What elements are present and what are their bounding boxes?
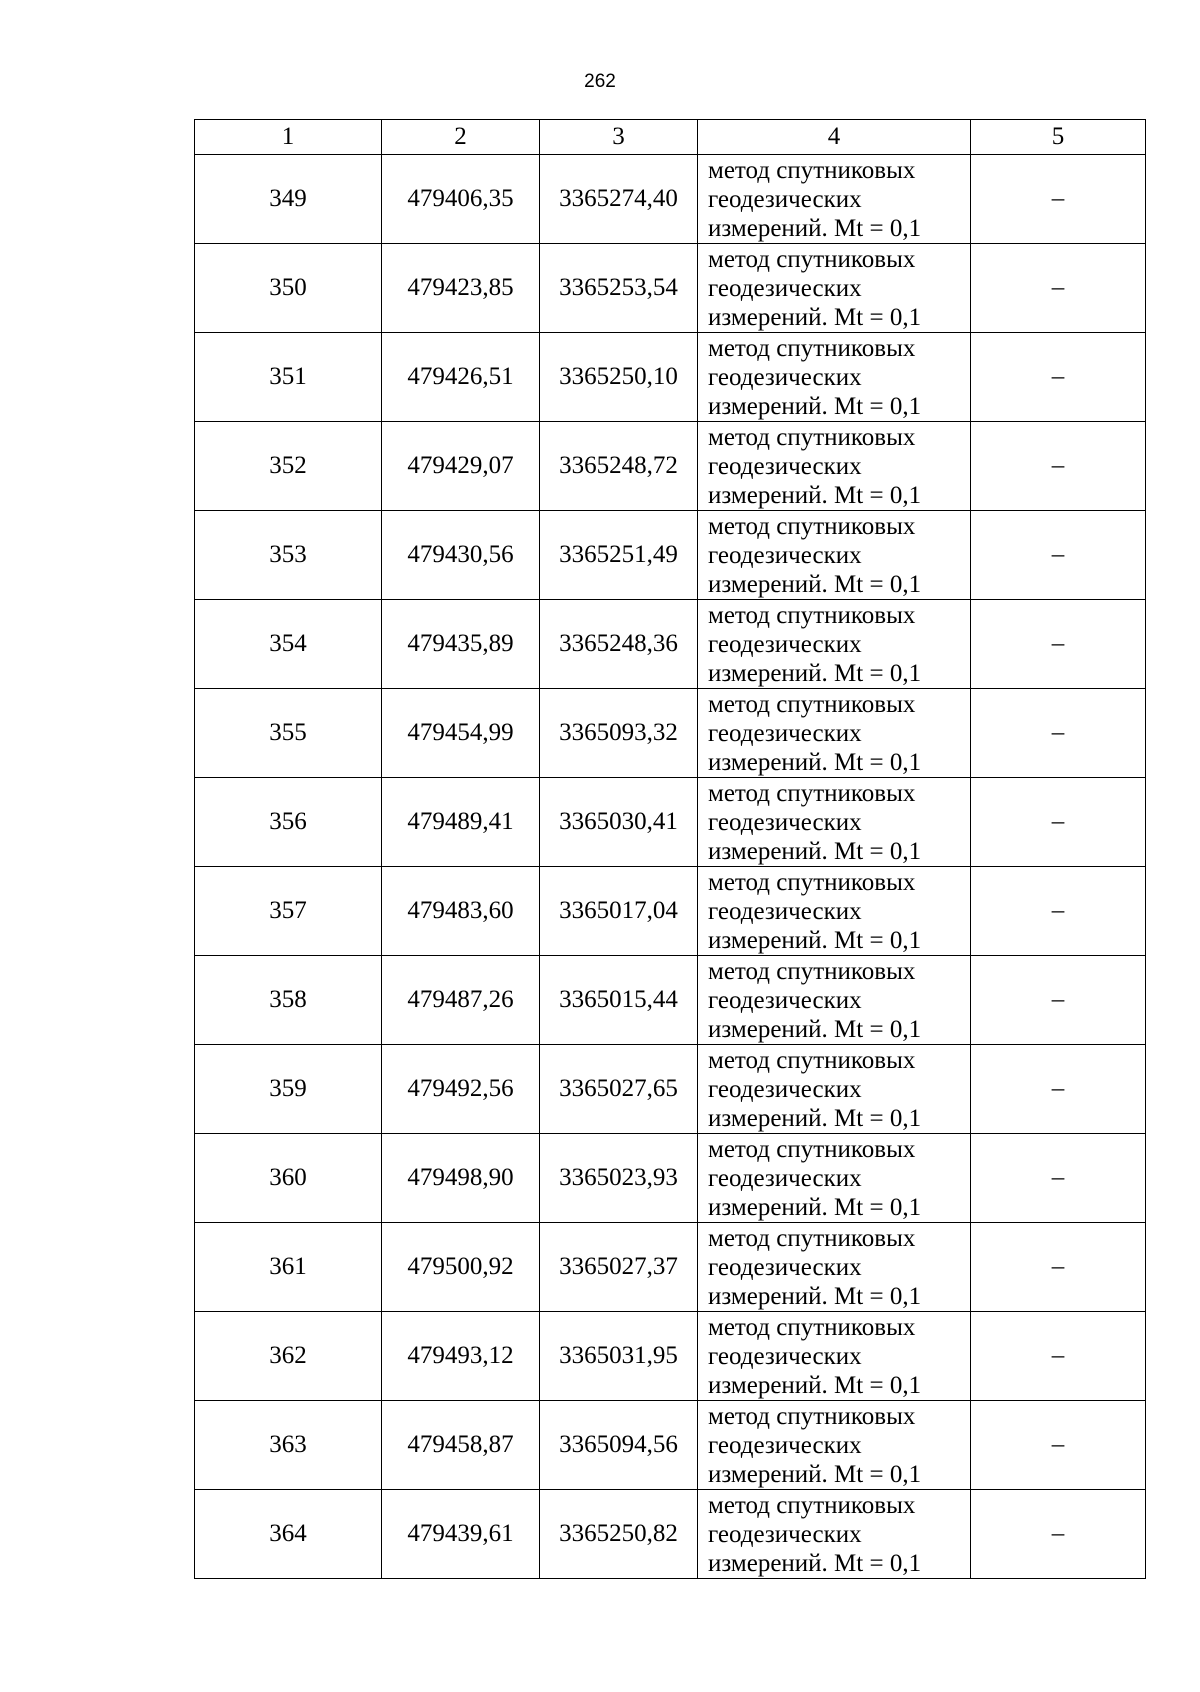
- point-number-cell: 350: [195, 244, 382, 333]
- y-coordinate-cell: 3365030,41: [540, 778, 698, 867]
- method-cell: [698, 422, 971, 511]
- header-col-3: 3: [540, 120, 698, 155]
- table-row: [195, 511, 1146, 600]
- point-number-cell: 353: [195, 511, 382, 600]
- method-text-line: метод спутниковых: [708, 423, 916, 451]
- table-row: [195, 1312, 1146, 1401]
- header-col-4: 4: [698, 120, 971, 155]
- x-coordinate-cell: 479492,56: [382, 1045, 540, 1134]
- table-row: [195, 1401, 1146, 1490]
- point-number-cell: 362: [195, 1312, 382, 1401]
- table-row: [195, 600, 1146, 689]
- method-text-line: измерений. Mt = 0,1: [708, 926, 922, 954]
- point-number-cell: 363: [195, 1401, 382, 1490]
- table-row: [195, 689, 1146, 778]
- col5-cell: –: [971, 1045, 1146, 1134]
- method-cell: [698, 1401, 971, 1490]
- x-coordinate-cell: 479483,60: [382, 867, 540, 956]
- method-text-line: метод спутниковых: [708, 334, 916, 362]
- point-number-cell: 361: [195, 1223, 382, 1312]
- point-number-cell: 349: [195, 155, 382, 244]
- method-text-line: геодезических: [708, 1164, 862, 1192]
- method-text-line: метод спутниковых: [708, 245, 916, 273]
- header-col-2: 2: [382, 120, 540, 155]
- col5-cell: –: [971, 155, 1146, 244]
- method-text-line: геодезических: [708, 897, 862, 925]
- x-coordinate-cell: 479439,61: [382, 1490, 540, 1579]
- method-text-line: метод спутниковых: [708, 1313, 916, 1341]
- col5-cell: –: [971, 1490, 1146, 1579]
- col5-cell: –: [971, 867, 1146, 956]
- method-text-line: метод спутниковых: [708, 601, 916, 629]
- y-coordinate-cell: 3365027,37: [540, 1223, 698, 1312]
- table-row: [195, 422, 1146, 511]
- table-row: [195, 244, 1146, 333]
- col5-cell: –: [971, 244, 1146, 333]
- col5-cell: –: [971, 1134, 1146, 1223]
- method-text-line: геодезических: [708, 541, 862, 569]
- method-text-line: измерений. Mt = 0,1: [708, 570, 922, 598]
- x-coordinate-cell: 479498,90: [382, 1134, 540, 1223]
- method-text-line: измерений. Mt = 0,1: [708, 1104, 922, 1132]
- method-text-line: геодезических: [708, 1520, 862, 1548]
- y-coordinate-cell: 3365023,93: [540, 1134, 698, 1223]
- col5-cell: –: [971, 689, 1146, 778]
- x-coordinate-cell: 479489,41: [382, 778, 540, 867]
- point-number-cell: 360: [195, 1134, 382, 1223]
- method-cell: [698, 1134, 971, 1223]
- table-row: [195, 1223, 1146, 1312]
- method-cell: [698, 867, 971, 956]
- col5-cell: –: [971, 511, 1146, 600]
- method-text-line: измерений. Mt = 0,1: [708, 659, 922, 687]
- x-coordinate-cell: 479406,35: [382, 155, 540, 244]
- method-cell: [698, 689, 971, 778]
- point-number-cell: 358: [195, 956, 382, 1045]
- method-text-line: геодезических: [708, 1342, 862, 1370]
- table-row: [195, 956, 1146, 1045]
- col5-cell: –: [971, 1312, 1146, 1401]
- method-text-line: метод спутниковых: [708, 1491, 916, 1519]
- y-coordinate-cell: 3365094,56: [540, 1401, 698, 1490]
- point-number-cell: 355: [195, 689, 382, 778]
- method-text-line: геодезических: [708, 452, 862, 480]
- method-text-line: геодезических: [708, 719, 862, 747]
- point-number-cell: 364: [195, 1490, 382, 1579]
- method-text-line: геодезических: [708, 630, 862, 658]
- method-text-line: метод спутниковых: [708, 1224, 916, 1252]
- col5-cell: –: [971, 778, 1146, 867]
- method-text-line: измерений. Mt = 0,1: [708, 1460, 922, 1488]
- y-coordinate-cell: 3365031,95: [540, 1312, 698, 1401]
- method-text-line: геодезических: [708, 185, 862, 213]
- table-body: [195, 155, 1146, 1579]
- method-cell: [698, 1490, 971, 1579]
- y-coordinate-cell: 3365248,72: [540, 422, 698, 511]
- table-row: [195, 333, 1146, 422]
- method-text-line: измерений. Mt = 0,1: [708, 1371, 922, 1399]
- y-coordinate-cell: 3365248,36: [540, 600, 698, 689]
- y-coordinate-cell: 3365017,04: [540, 867, 698, 956]
- method-text-line: метод спутниковых: [708, 1135, 916, 1163]
- header-col-1: 1: [195, 120, 382, 155]
- method-cell: [698, 956, 971, 1045]
- method-text-line: измерений. Mt = 0,1: [708, 303, 922, 331]
- method-text-line: измерений. Mt = 0,1: [708, 1015, 922, 1043]
- y-coordinate-cell: 3365274,40: [540, 155, 698, 244]
- point-number-cell: 352: [195, 422, 382, 511]
- col5-cell: –: [971, 1223, 1146, 1312]
- x-coordinate-cell: 479487,26: [382, 956, 540, 1045]
- method-text-line: метод спутниковых: [708, 1402, 916, 1430]
- y-coordinate-cell: 3365093,32: [540, 689, 698, 778]
- method-cell: [698, 1045, 971, 1134]
- y-coordinate-cell: 3365250,82: [540, 1490, 698, 1579]
- x-coordinate-cell: 479426,51: [382, 333, 540, 422]
- table-row: [195, 778, 1146, 867]
- method-text-line: геодезических: [708, 274, 862, 302]
- point-number-cell: 359: [195, 1045, 382, 1134]
- method-cell: [698, 600, 971, 689]
- method-text-line: метод спутниковых: [708, 1046, 916, 1074]
- method-cell: [698, 1312, 971, 1401]
- method-text-line: измерений. Mt = 0,1: [708, 748, 922, 776]
- point-number-cell: 354: [195, 600, 382, 689]
- x-coordinate-cell: 479423,85: [382, 244, 540, 333]
- table-row: [195, 867, 1146, 956]
- method-text-line: метод спутниковых: [708, 156, 916, 184]
- method-text-line: измерений. Mt = 0,1: [708, 392, 922, 420]
- col5-cell: –: [971, 600, 1146, 689]
- y-coordinate-cell: 3365027,65: [540, 1045, 698, 1134]
- table-row: [195, 1045, 1146, 1134]
- method-text-line: геодезических: [708, 1431, 862, 1459]
- method-text-line: геодезических: [708, 1253, 862, 1281]
- x-coordinate-cell: 479430,56: [382, 511, 540, 600]
- x-coordinate-cell: 479429,07: [382, 422, 540, 511]
- x-coordinate-cell: 479435,89: [382, 600, 540, 689]
- method-cell: [698, 333, 971, 422]
- method-text-line: метод спутниковых: [708, 690, 916, 718]
- table-row: [195, 1490, 1146, 1579]
- col5-cell: –: [971, 422, 1146, 511]
- table-row: [195, 155, 1146, 244]
- col5-cell: –: [971, 1401, 1146, 1490]
- method-text-line: измерений. Mt = 0,1: [708, 1193, 922, 1221]
- y-coordinate-cell: 3365253,54: [540, 244, 698, 333]
- method-cell: [698, 1223, 971, 1312]
- col5-cell: –: [971, 333, 1146, 422]
- method-text-line: геодезических: [708, 808, 862, 836]
- col5-cell: –: [971, 956, 1146, 1045]
- y-coordinate-cell: 3365251,49: [540, 511, 698, 600]
- x-coordinate-cell: 479458,87: [382, 1401, 540, 1490]
- method-text-line: измерений. Mt = 0,1: [708, 214, 922, 242]
- y-coordinate-cell: 3365250,10: [540, 333, 698, 422]
- method-text-line: геодезических: [708, 986, 862, 1014]
- method-cell: [698, 778, 971, 867]
- table-row: [195, 1134, 1146, 1223]
- method-text-line: геодезических: [708, 1075, 862, 1103]
- method-cell: [698, 244, 971, 333]
- point-number-cell: 357: [195, 867, 382, 956]
- method-text-line: измерений. Mt = 0,1: [708, 1282, 922, 1310]
- method-cell: [698, 155, 971, 244]
- method-text-line: измерений. Mt = 0,1: [708, 837, 922, 865]
- page-number: 262: [584, 71, 616, 92]
- method-text-line: метод спутниковых: [708, 957, 916, 985]
- header-col-5: 5: [971, 120, 1146, 155]
- method-cell: [698, 511, 971, 600]
- x-coordinate-cell: 479454,99: [382, 689, 540, 778]
- method-text-line: измерений. Mt = 0,1: [708, 481, 922, 509]
- method-text-line: метод спутниковых: [708, 512, 916, 540]
- point-number-cell: 351: [195, 333, 382, 422]
- x-coordinate-cell: 479493,12: [382, 1312, 540, 1401]
- x-coordinate-cell: 479500,92: [382, 1223, 540, 1312]
- coordinates-table: [194, 119, 1146, 1579]
- y-coordinate-cell: 3365015,44: [540, 956, 698, 1045]
- method-text-line: метод спутниковых: [708, 868, 916, 896]
- point-number-cell: 356: [195, 778, 382, 867]
- table-header-row: [195, 120, 1146, 155]
- method-text-line: метод спутниковых: [708, 779, 916, 807]
- method-text-line: измерений. Mt = 0,1: [708, 1549, 922, 1577]
- method-text-line: геодезических: [708, 363, 862, 391]
